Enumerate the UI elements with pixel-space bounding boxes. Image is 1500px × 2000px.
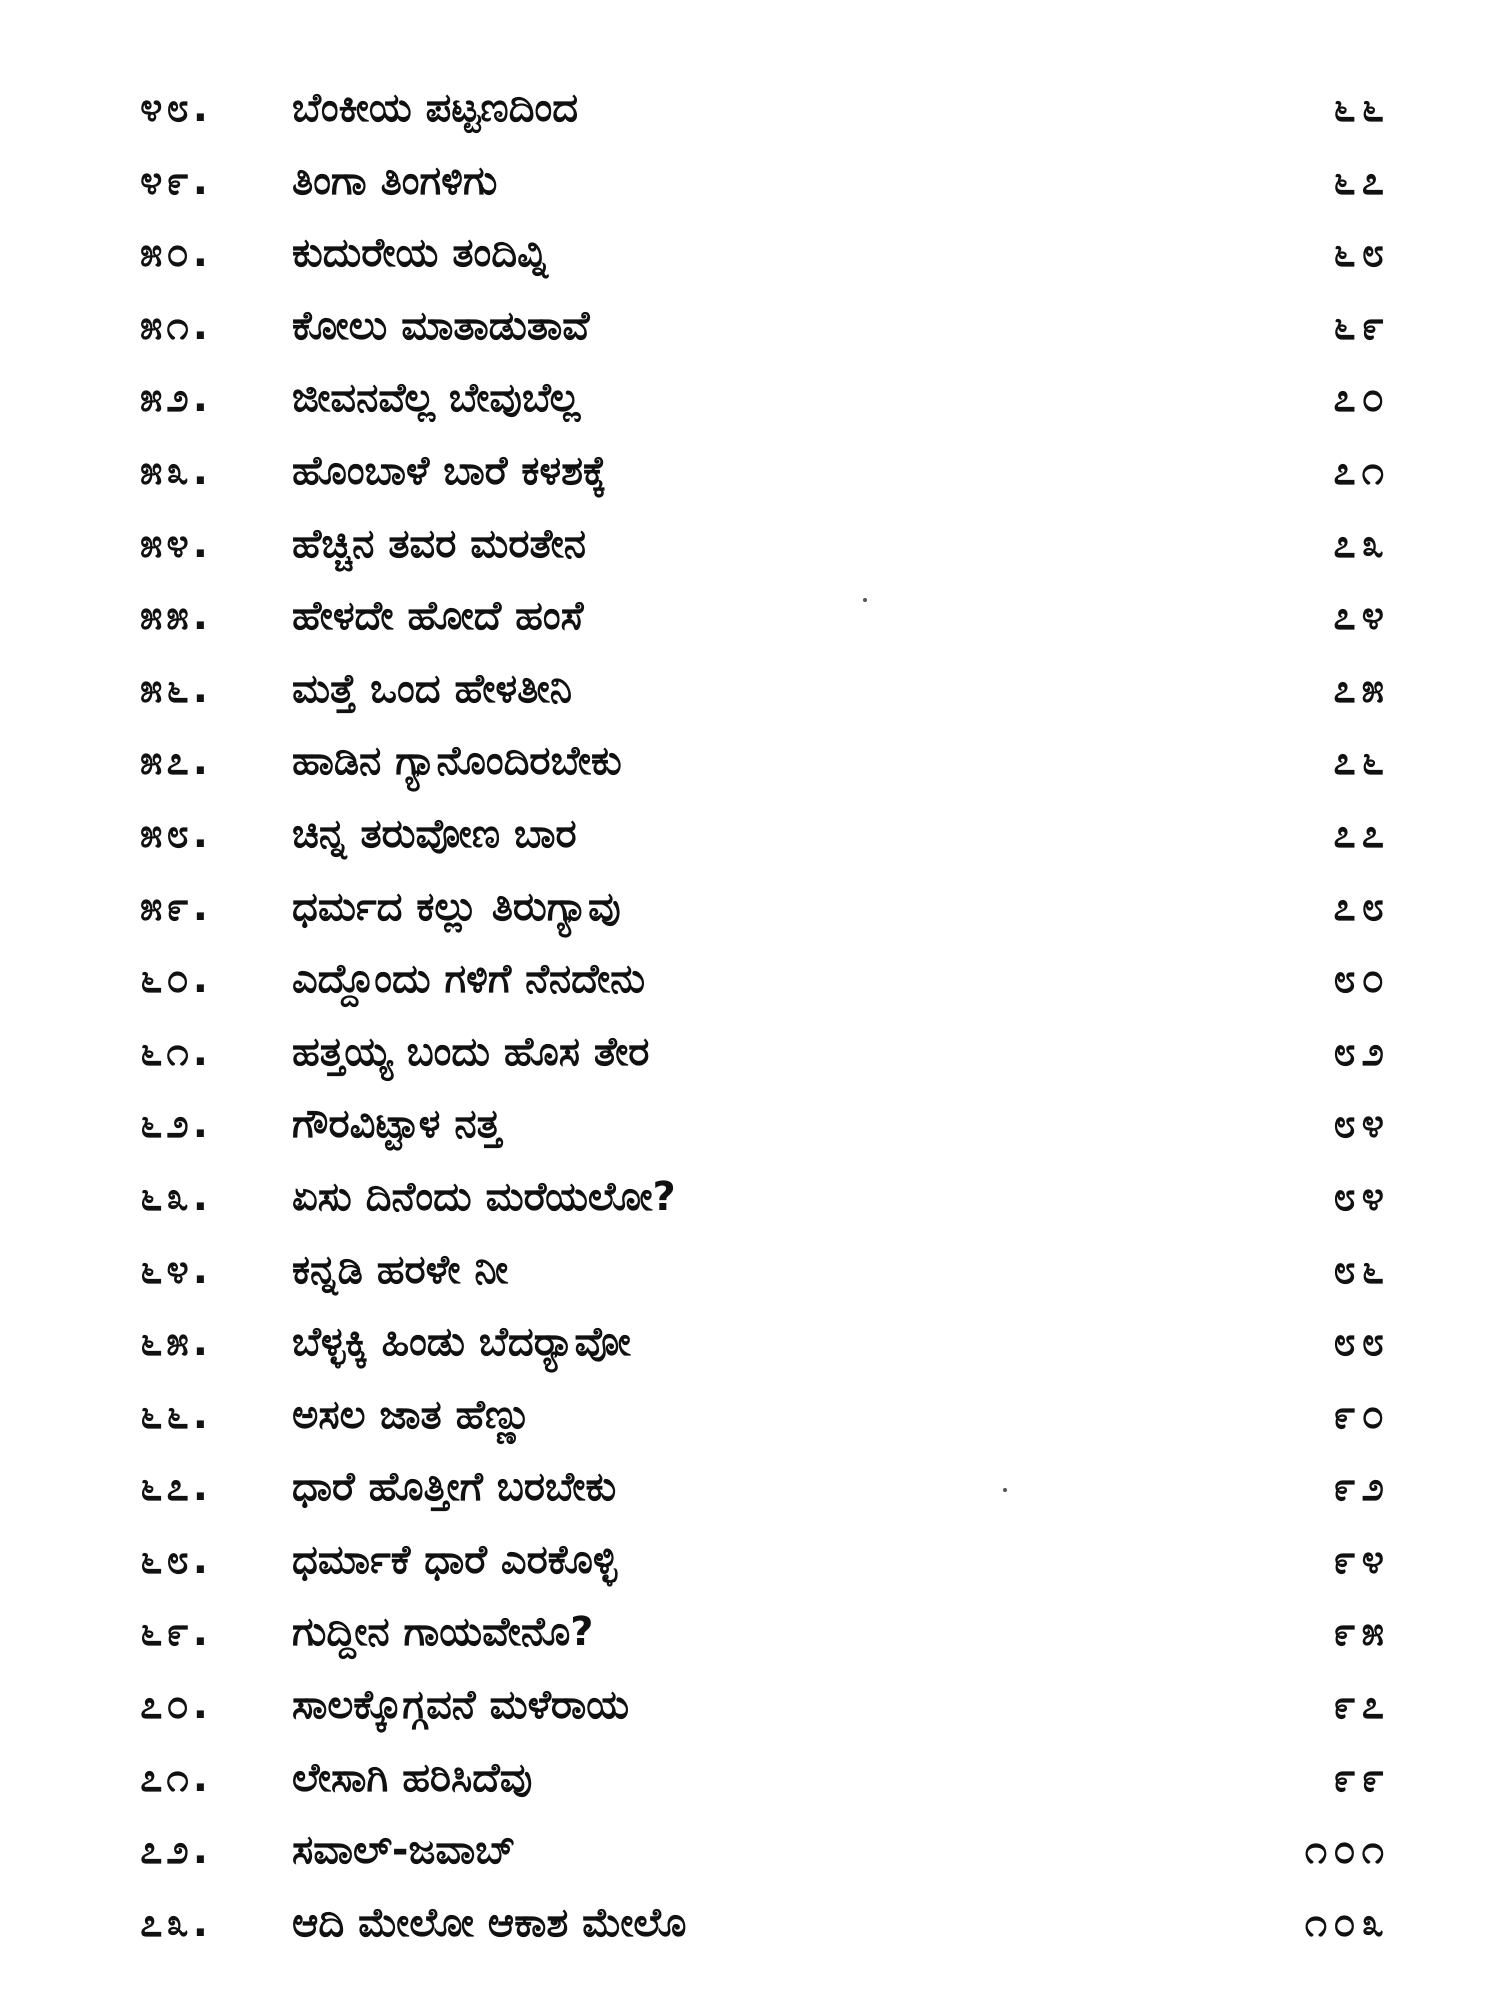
entry-title: ಬೆಳ್ಳಕ್ಕಿ ಹಿಂಡು ಬೆದರ್‍ಯಾವೋ — [292, 1319, 631, 1366]
entry-title: ಚಿನ್ನ ತರುವೋಣ ಬಾರ — [292, 810, 577, 857]
toc-entry — [0, 145, 1500, 218]
entry-title: ಗೌರವಿಟ್ಟಾಳ ನತ್ತ — [292, 1101, 502, 1148]
entry-page-number: ೭೬ — [1333, 738, 1390, 785]
toc-entry — [0, 653, 1500, 726]
entry-page-number: ೬೯ — [1333, 302, 1390, 349]
entry-page-number: ೯೯ — [1333, 1754, 1390, 1801]
entry-title: ಕನ್ನಡಿ ಹರಳೇ ನೀ — [292, 1246, 509, 1293]
entry-page-number: ೮೦ — [1333, 956, 1390, 1003]
entry-title: ಲೇಸಾಗಿ ಹರಿಸಿದೆವು — [292, 1754, 533, 1801]
entry-number: ೬೩. — [140, 1173, 212, 1220]
entry-number: ೫೭. — [140, 738, 212, 785]
entry-page-number: ೧೦೩ — [1304, 1899, 1390, 1946]
entry-page-number: ೮೨ — [1333, 1028, 1390, 1075]
entry-number: ೬೮. — [140, 1536, 212, 1583]
entry-number: ೭೨. — [140, 1827, 212, 1874]
toc-entry — [0, 1814, 1500, 1887]
scan-speck — [863, 598, 867, 602]
entry-page-number: ೯೦ — [1333, 1391, 1390, 1438]
entry-page-number: ೮೬ — [1333, 1246, 1390, 1293]
entry-title: ಆದಿ ಮೇಲೋ ಆಕಾಶ ಮೇಲೊ — [292, 1899, 687, 1946]
toc-entry — [0, 72, 1500, 145]
entry-page-number: ೭೪ — [1333, 593, 1390, 640]
toc-entry — [0, 217, 1500, 290]
entry-number: ೫೦. — [140, 230, 212, 277]
scan-speck — [1003, 1488, 1007, 1492]
entry-title: ಹೇಳದೇ ಹೋದೆ ಹಂಸೆ — [292, 593, 584, 640]
entry-number: ೭೧. — [140, 1754, 212, 1801]
entry-page-number: ೭೮ — [1333, 883, 1390, 930]
entry-number: ೫೮. — [140, 810, 212, 857]
entry-page-number: ೭೩ — [1333, 520, 1390, 567]
entry-number: ೫೪. — [140, 520, 212, 567]
entry-title: ಸವಾಲ್-ಜವಾಬ್ — [292, 1827, 516, 1874]
entry-page-number: ೯೭ — [1333, 1682, 1390, 1729]
entry-page-number: ೮೪ — [1333, 1173, 1390, 1220]
toc-entry — [0, 580, 1500, 653]
entry-number: ೫೧. — [140, 302, 212, 349]
entry-number: ೭೩. — [140, 1899, 212, 1946]
entry-number: ೬೭. — [140, 1464, 212, 1511]
entry-title: ಧರ್ಮಾಕೆ ಧಾರೆ ಎರಕೊಳ್ಳಿ — [292, 1536, 618, 1583]
entry-title: ಬೆಂಕೀಯ ಪಟ್ಟಣದಿಂದ — [292, 85, 579, 131]
entry-page-number: ೭೫ — [1333, 665, 1390, 712]
entry-page-number: ೯೪ — [1333, 1536, 1390, 1583]
entry-page-number: ೮೮ — [1333, 1319, 1390, 1366]
entry-page-number: ೭೭ — [1333, 810, 1390, 857]
toc-entry — [0, 435, 1500, 508]
entry-number: ೪೯. — [140, 157, 212, 204]
entry-page-number: ೮೪ — [1333, 1101, 1390, 1148]
entry-number: ೭೦. — [140, 1682, 212, 1729]
toc-entry — [0, 798, 1500, 871]
toc-entry — [0, 1596, 1500, 1669]
toc-entry — [0, 1887, 1500, 1960]
toc-entry — [0, 1016, 1500, 1089]
entry-title: ಏಸು ದಿನೆಂದು ಮರೆಯಲೋ? — [292, 1173, 676, 1220]
entry-page-number: ೧೦೧ — [1304, 1827, 1390, 1874]
entry-number: ೬೫. — [140, 1319, 212, 1366]
entry-title: ಕೋಲು ಮಾತಾಡುತಾವೆ — [292, 302, 590, 349]
entry-title: ಹೊಂಬಾಳೆ ಬಾರೆ ಕಳಶಕ್ಕೆ — [292, 447, 607, 494]
toc-entry — [0, 943, 1500, 1016]
toc-entry — [0, 290, 1500, 363]
toc-entry — [0, 1451, 1500, 1524]
toc-entry — [0, 508, 1500, 581]
toc-entry — [0, 725, 1500, 798]
entry-number: ೬೯. — [140, 1609, 212, 1656]
entry-title: ಹೆಚ್ಚಿನ ತವರ ಮರತೇನ — [292, 520, 587, 567]
entry-page-number: ೬೭ — [1333, 157, 1390, 204]
entry-number: ೫೫. — [140, 593, 212, 640]
table-of-contents — [0, 72, 1500, 1959]
entry-number: ೬೧. — [140, 1028, 212, 1075]
entry-title: ತಿಂಗಾ ತಿಂಗಳಿಗು — [292, 157, 498, 204]
entry-number: ೫೬. — [140, 665, 212, 712]
entry-number: ೫೨. — [140, 375, 212, 422]
entry-number: ೪೮. — [140, 85, 212, 131]
toc-entry — [0, 1306, 1500, 1379]
entry-number: ೫೯. — [140, 883, 212, 930]
entry-title: ಧಾರೆ ಹೊತ್ತೀಗೆ ಬರಬೇಕು — [292, 1464, 617, 1511]
entry-page-number: ೬೬ — [1333, 85, 1390, 131]
toc-entry — [0, 1524, 1500, 1597]
entry-page-number: ೯೨ — [1333, 1464, 1390, 1511]
entry-number: ೬೬. — [140, 1391, 212, 1438]
entry-title: ಸಾಲಕ್ಕೊಗ್ಗವನೆ ಮಳೆರಾಯ — [292, 1682, 630, 1729]
entry-title: ಗುದ್ದೀನ ಗಾಯವೇನೊ? — [292, 1609, 594, 1656]
toc-entry — [0, 871, 1500, 944]
entry-title: ಹತ್ತಯ್ಯ ಬಂದು ಹೊಸ ತೇರ — [292, 1028, 650, 1075]
entry-number: ೫೩. — [140, 447, 212, 494]
toc-entry — [0, 1669, 1500, 1742]
entry-title: ಅಸಲ ಜಾತ ಹೆಣ್ಣು — [292, 1391, 532, 1438]
toc-entry — [0, 1742, 1500, 1815]
toc-entry — [0, 1088, 1500, 1161]
toc-entry — [0, 1234, 1500, 1307]
entry-page-number: ೭೧ — [1333, 447, 1390, 494]
entry-title: ಜೀವನವೆಲ್ಲ ಬೇವುಬೆಲ್ಲ — [292, 375, 581, 422]
entry-title: ಎದ್ದೊಂದು ಗಳಿಗೆ ನೆನದೇನು — [292, 956, 646, 1003]
entry-page-number: ೭೦ — [1333, 375, 1390, 422]
entry-number: ೬೦. — [140, 956, 212, 1003]
entry-number: ೬೨. — [140, 1101, 212, 1148]
entry-title: ಧರ್ಮದ ಕಲ್ಲು ತಿರುಗ್ಯಾವು — [292, 883, 621, 930]
entry-title: ಕುದುರೇಯ ತಂದಿವ್ನಿ — [292, 230, 549, 277]
entry-page-number: ೯೫ — [1333, 1609, 1390, 1656]
toc-entry — [0, 1161, 1500, 1234]
entry-title: ಹಾಡಿನ ಗ್ಯಾನೊಂದಿರಬೇಕು — [292, 738, 622, 785]
entry-page-number: ೬೮ — [1333, 230, 1390, 277]
entry-title: ಮತ್ತೆ ಒಂದ ಹೇಳತೀನಿ — [292, 665, 573, 712]
toc-entry — [0, 1379, 1500, 1452]
entry-number: ೬೪. — [140, 1246, 212, 1293]
toc-entry — [0, 362, 1500, 435]
